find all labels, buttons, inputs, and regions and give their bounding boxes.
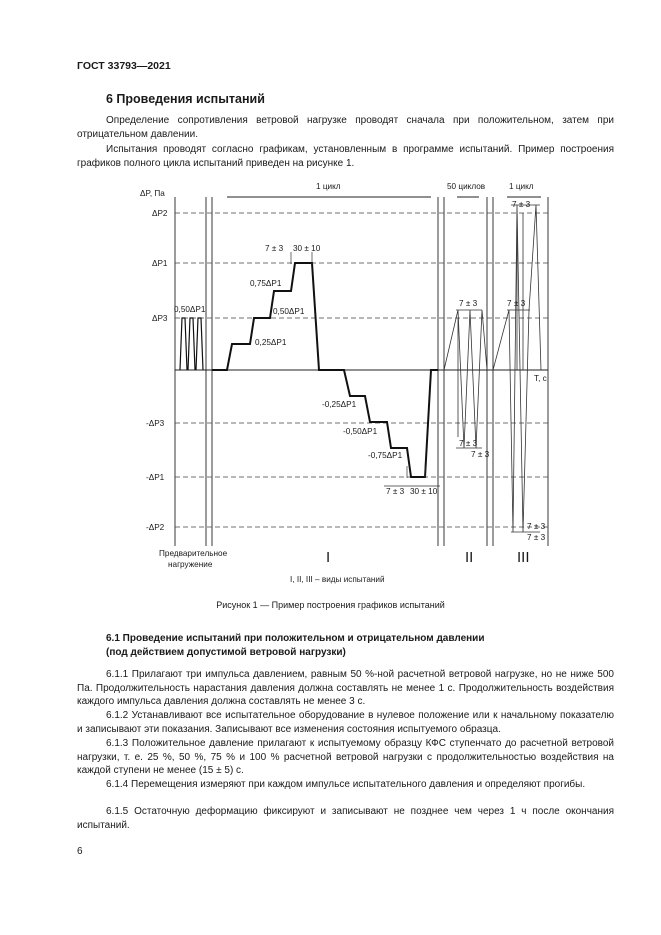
y-axis-label: ΔP, Па [140, 189, 165, 198]
timing-30-pos: 30 ± 10 [293, 244, 321, 253]
timing-ii-mid: 7 ± 3 [459, 439, 478, 448]
y-tick-dp2: ΔP2 [152, 209, 168, 218]
subsection-title-line2: (под действием допустимой ветровой нагрузки) [106, 647, 346, 658]
y-tick-dp3: ΔP3 [152, 314, 168, 323]
type-ii-cycles [444, 310, 487, 448]
step-neg-075: -0,75ΔP1 [368, 451, 403, 460]
type-ii-label: II [465, 549, 474, 566]
timing-7-neg: 7 ± 3 [386, 487, 405, 496]
step-075: 0,75ΔP1 [250, 279, 282, 288]
x-axis-label: T, c [534, 374, 547, 383]
y-tick-neg-dp2: -ΔP2 [146, 523, 165, 532]
y-tick-neg-dp3: -ΔP3 [146, 419, 165, 428]
timing-ii-top: 7 ± 3 [459, 299, 478, 308]
paragraph-6-1-2: 6.1.2 Устанавливают все испытательное оборудование в нулевое положение или к начальному показателю и записывают эти показания. Записывают все изменения состояния испытуемого образца. [77, 710, 614, 735]
timing-iii-neg-b: 7 ± 3 [527, 533, 546, 542]
pre-load-pulses [180, 318, 203, 370]
header-50-cycles: 50 циклов [447, 182, 486, 191]
timing-30-neg: 30 ± 10 [410, 487, 438, 496]
type-i-label: I [326, 549, 331, 566]
pre-load-label-line1: Предварительное [159, 549, 228, 558]
timing-ii-bottom: 7 ± 3 [471, 450, 490, 459]
step-025: 0,25ΔP1 [255, 338, 287, 347]
page-number: 6 [77, 846, 83, 857]
header-1-cycle-a: 1 цикл [316, 182, 341, 191]
timing-iii-top: 7 ± 3 [512, 200, 531, 209]
pre-load-label-line2: нагружение [168, 560, 213, 569]
y-tick-neg-dp1: -ΔP1 [146, 473, 165, 482]
document-header: ГОСТ 33793—2021 [77, 60, 171, 72]
intro-paragraph-1: Определение сопротивления ветровой нагрузке проводят сначала при положительном, затем при отрицательном давлении. [77, 115, 614, 140]
timing-iii-mid: 7 ± 3 [507, 299, 526, 308]
intro-paragraph-2: Испытания проводят согласно графикам, установленным в программе испытаний. Пример построения графиков полного цикла испытаний приведен на рисунке 1. [77, 144, 614, 169]
paragraph-6-1-3: 6.1.3 Положительное давление прилагают к испытуемому образцу КФС ступенчато до расчетной ветровой нагрузки, т. е. 25 %, 50 %, 75 % и 100 % расчетной ветровой нагрузки с продолжительностью воздействия на каждой ступени не менее (15 ± 5) с. [77, 738, 614, 777]
paragraph-6-1-1: 6.1.1 Прилагают три импульса давлением, равным 50 %-ной расчетной ветровой нагрузке, но не ниже 500 Па. Продолжительность нарастания давления должна составлять не менее 1 с. Продолжительность воздействия каждого импульса давления должна составлять не менее 3 с. [77, 669, 614, 708]
type-iii-cycles [493, 205, 541, 532]
type-iii-label: III [517, 549, 530, 566]
subsection-title-line1: 6.1 Проведение испытаний при положительном и отрицательном давлении [106, 633, 485, 644]
paragraph-6-1-4: 6.1.4 Перемещения измеряют при каждом импульсе испытательного давления и определяют прогибы. [106, 779, 586, 790]
types-legend: I, II, III – виды испытаний [290, 575, 385, 584]
step-neg-025: -0,25ΔP1 [322, 400, 357, 409]
step-neg-050: -0,50ΔP1 [343, 427, 378, 436]
pre-load-pulse-label: 0,50ΔP1 [174, 305, 206, 314]
y-tick-dp1: ΔP1 [152, 259, 168, 268]
timing-iii-neg-a: 7 ± 3 [527, 522, 546, 531]
header-1-cycle-b: 1 цикл [509, 182, 534, 191]
section-title: 6 Проведения испытаний [106, 92, 265, 106]
figure-caption: Рисунок 1 — Пример построения графиков испытаний [216, 600, 445, 610]
paragraph-6-1-5: 6.1.5 Остаточную деформацию фиксируют и записывают не позднее чем через 1 ч после окончания испытаний. [77, 806, 614, 831]
timing-7-pos: 7 ± 3 [265, 244, 284, 253]
step-050: 0,50ΔP1 [273, 307, 305, 316]
